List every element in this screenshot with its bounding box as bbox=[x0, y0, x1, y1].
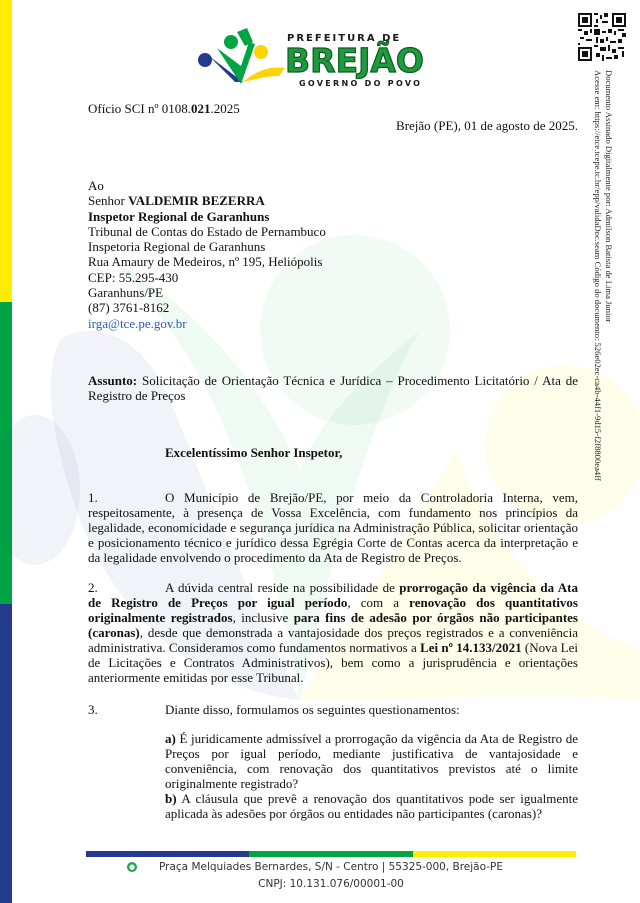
salutation: Excelentíssimo Senhor Inspetor, bbox=[165, 445, 343, 460]
paragraph-text: A dúvida central reside na possibilidade de bbox=[165, 580, 400, 595]
recipient-dept: Inspetoria Regional de Garanhuns bbox=[88, 239, 266, 255]
oficio-suffix: .2025 bbox=[210, 101, 240, 116]
recipient-name: VALDEMIR BEZERRA bbox=[128, 193, 265, 209]
location-pin-icon: ● bbox=[128, 863, 136, 871]
paragraph-text: O Município de Brejão/PE, por meio da Controladoria Interna, vem, respeitosamente, à presença de Vossa Excelência, com fundamento nos princípios da legalidade, economicidade e segurança jurídica na Administração Pública, solicitar orientação e posicionamento técnico e jurídico dessa Egrégia Corte de Contas acerca da interpretação e da legalidade envolvendo o procedimento da Ata de Registro de Preços. bbox=[88, 490, 578, 565]
paragraph-text: , inclusive bbox=[232, 610, 294, 625]
paragraph-number: 3. bbox=[88, 702, 98, 717]
recipient-street: Rua Amaury de Medeiros, nº 195, Heliópolis bbox=[88, 254, 323, 270]
recipient-cep: CEP: 55.295-430 bbox=[88, 269, 179, 285]
footer-cnpj: CNPJ: 10.131.076/00001-00 bbox=[258, 878, 404, 890]
paragraph-text: , desde que demonstrada a vantajosidade dos preços registrados e a conveniência administrativa. Consideramos como fundamentos normativos a bbox=[88, 625, 578, 655]
paragraph-2 bbox=[88, 580, 578, 685]
recipient-ao: Ao bbox=[88, 178, 104, 193]
recipient-role-text: Inspetor Regional de Garanhuns bbox=[88, 208, 270, 224]
recipient-email-link[interactable]: irga@tce.pe.gov.br bbox=[88, 315, 187, 331]
subject-text: Solicitação de Orientação Técnica e Jurídica – Procedimento Licitatório / Ata de Registro de Preços bbox=[88, 373, 578, 403]
logo-text-brejao: BREJÃO bbox=[285, 41, 424, 80]
paragraph-bold: Lei nº 14.133/2021 bbox=[420, 640, 522, 655]
recipient-org: Tribunal de Contas do Estado de Pernambuco bbox=[88, 223, 326, 239]
question-text: A cláusula que prevê a renovação dos quantitativos pode ser igualmente aplicada às adesões por órgãos ou entidades não participantes (caronas)? bbox=[165, 791, 578, 821]
paragraph-1 bbox=[88, 490, 578, 565]
oficio-prefix: Ofício SCI nº 0108. bbox=[88, 101, 191, 116]
recipient-senhor: Senhor bbox=[88, 193, 129, 209]
paragraph-text: Diante disso, formulamos os seguintes questionamentos: bbox=[165, 702, 460, 717]
qr-code-icon bbox=[578, 13, 626, 61]
question-a bbox=[165, 731, 578, 791]
question-label: b) bbox=[165, 791, 177, 806]
paragraph-number: 1. bbox=[88, 490, 98, 505]
question-text: É juridicamente admissível a prorrogação da vigência da Ata de Registro de Preços por igual período, mediante justificativa de vantajosidade e conveniência, com renovação dos quantitativos previstos até o limite originalmente registrado? bbox=[165, 731, 578, 791]
footer-bar-green bbox=[249, 851, 412, 857]
paragraph-bold: renovação dos quantitativos originalmente registrados bbox=[88, 595, 578, 625]
oficio-number bbox=[88, 101, 240, 116]
recipient-name-line bbox=[88, 193, 326, 208]
recipient-block bbox=[88, 178, 326, 331]
letter-date: Brejão (PE), 01 de agosto de 2025. bbox=[396, 118, 578, 133]
paragraph-text: (Nova Lei de Licitações e Contratos Administrativos), bem como a jurisprudência e orientações anteriormente emitidas por esse Tribunal. bbox=[88, 640, 578, 685]
recipient-role bbox=[88, 209, 326, 224]
footer-bar-yellow bbox=[413, 851, 576, 857]
signature-line-2: Acesse em: https://etce.tcepe.tc.br/epp/validaDoc.seam Código do documento: 526e02ec-ca4b-44f1-9d15-f2f8800ea4ff bbox=[593, 70, 603, 481]
footer-bar-blue bbox=[86, 851, 249, 857]
logo-figure-blue bbox=[198, 53, 212, 67]
logo-text-prefeitura: PREFEITURA DE bbox=[287, 33, 402, 44]
paragraph-text: , com a bbox=[347, 595, 410, 610]
footer-address: Praça Melquiades Bernardes, S/N - Centro | 55325-000, Brejão-PE bbox=[159, 861, 503, 873]
paragraph-bold: prorrogação da vigência da Ata de Registro de Preços por igual período bbox=[88, 580, 579, 610]
question-label: a) bbox=[165, 731, 176, 746]
logo-text-governo: GOVERNO DO POVO bbox=[299, 79, 423, 88]
question-b bbox=[165, 791, 578, 821]
paragraph-bold: para fins de adesão por órgãos não participantes (caronas) bbox=[88, 610, 578, 640]
recipient-phone: (87) 3761-8162 bbox=[88, 300, 170, 316]
subject-line bbox=[88, 373, 578, 403]
signature-line-1: Documento Assinado Digitalmente por: Admilson Batista de Lima Junior bbox=[604, 70, 614, 323]
digital-signature-stamp bbox=[592, 70, 614, 481]
subject-label: Assunto: bbox=[88, 373, 138, 388]
recipient-city: Garanhuns/PE bbox=[88, 285, 164, 301]
oficio-bold: 021 bbox=[190, 101, 211, 116]
paragraph-3 bbox=[88, 702, 578, 717]
paragraph-number: 2. bbox=[88, 580, 98, 595]
brejao-logo bbox=[195, 26, 445, 88]
footer-color-bar bbox=[86, 851, 576, 857]
